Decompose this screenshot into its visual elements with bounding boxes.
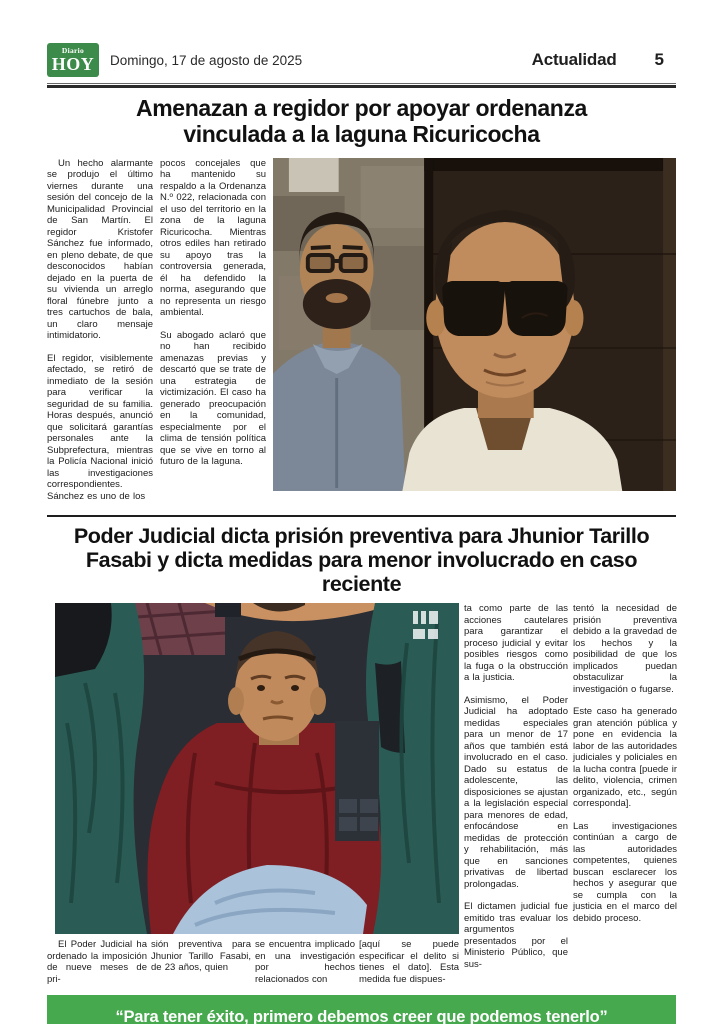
footer-quote-text: “Para tener éxito, primero debemos creer que podemos tenerlo” [115, 1007, 608, 1024]
paragraph: El dictamen judicial fue emitido tras evaluar los argumentos presentados por el Ministerio Público, que sus- [464, 901, 568, 970]
paragraph: Este caso ha generado gran atención pública y pone en evidencia la labor de las autoridades judiciales y policiales en la lucha contra [puede ir delito, violencia, crimen organizado, etc., según corresponda]. [573, 706, 677, 810]
paragraph: Su abogado aclaró que no han recibido amenazas previas y descartó que se trate de una estrategia de victimización. El caso ha generado preocupación en la comunidad, especialmente por el clima de tensión política que se vive en torno al futuro de la laguna. [160, 329, 266, 467]
article-divider-rule [47, 515, 676, 517]
logo-main-text: HOY [51, 53, 95, 74]
footer-quote-bar [47, 995, 676, 1024]
diario-hoy-logo [47, 43, 99, 77]
article2-bottom-row [47, 939, 459, 985]
paragraph: se encuentra implicado en una investigación por hechos relacionados con [255, 939, 355, 985]
paragraph: tentó la necesidad de prisión preventiva debido a la gravedad de los hechos y la posibilidad de que los implicados puedan obstaculizar la investigación o fugarse. [573, 603, 677, 695]
edition-date: Domingo, 17 de agosto de 2025 [110, 52, 303, 68]
article2-headline: Poder Judicial dicta prisión preventiva para Jhunior Tarillo Fasabi y dicta medidas para menor involucrado en caso reciente [73, 524, 650, 597]
paragraph: sión preventiva para Jhunior Tarillo Fasabi, de 23 años, quien [151, 939, 251, 974]
article2-column-2 [573, 603, 677, 985]
article2-body [47, 603, 676, 985]
article1-column-2 [160, 158, 266, 514]
article2-photo [55, 603, 459, 934]
article2-photo-illustration [55, 603, 459, 934]
logo-top-text: Diario [61, 46, 85, 56]
article1-column-1 [47, 158, 153, 514]
article2-column-1 [464, 603, 568, 985]
rule-thin [47, 83, 676, 84]
article1-photo [273, 158, 676, 491]
page-number: 5 [654, 50, 664, 69]
paragraph: pocos concejales que ha mantenido su respaldo a la Ordenanza N.º 022, relacionada con el uso del territorio en la zona de la laguna Ricuricocha. Mientras otros ediles han retirado su apoyo tras la controversia generada, él ha defendido la norma, asegurando que no representa un riesgo ambiental. [160, 157, 266, 318]
paragraph: ta como parte de las acciones cautelares para garantizar el proceso judicial y evitar posibles riesgos como la fuga o la obstrucción a la justicia. [464, 603, 568, 684]
article2-left-block [47, 603, 459, 985]
article1-photo-illustration [273, 158, 676, 491]
masthead [47, 42, 676, 78]
paragraph: Un hecho alarmante se produjo el último viernes durante una sesión del concejo de la Municipalidad Provincial de San Martín. El regidor Kristofer Sánchez fue informado, en pleno debate, de que desconocidos habían dejado en la puerta de su vivienda un arreglo floral fúnebre junto a tres cartuchos de bala, un claro mensaje intimidatorio. [47, 157, 153, 341]
masthead-rule [47, 83, 676, 88]
paragraph: El regidor, visiblemente afectado, se retiró de inmediato de la sesión para verificar la seguridad de su familia. Horas después, anunció que solicitará garantías personales ante la Subprefectura, mientras la Policía Nacional inició las investigaciones correspondientes. Sánchez es uno de los [47, 352, 153, 502]
article1-body [47, 158, 676, 514]
paragraph: Las investigaciones continúan a cargo de las autoridades competentes, quienes buscan esclarecer los hechos y asegurar que se cumpla con la justicia en el marco del debido proceso. [573, 820, 677, 924]
article1-headline: Amenazan a regidor por apoyar ordenanza vinculada a la laguna Ricuricocha [136, 95, 587, 147]
paragraph: El Poder Judicial ha ordenado la imposición de nueve meses de pri- [47, 939, 147, 985]
rule-thick [47, 85, 676, 88]
paragraph: Asimismo, el Poder Judicial ha adoptado medidas especiales para un menor de 17 años que también está involucrado en el caso. Dado su estatus de adolescente, las disposiciones se ajustan a la legislación especial para menores de edad, enfocándose en medidas de protección y rehabilitación, más que en sanciones privativas de libertad prolongadas. [464, 694, 568, 890]
paragraph: [aquí se puede especificar el delito si tienes el dato]. Esta medida fue dispues- [359, 939, 459, 985]
section-title: Actualidad [531, 50, 617, 69]
